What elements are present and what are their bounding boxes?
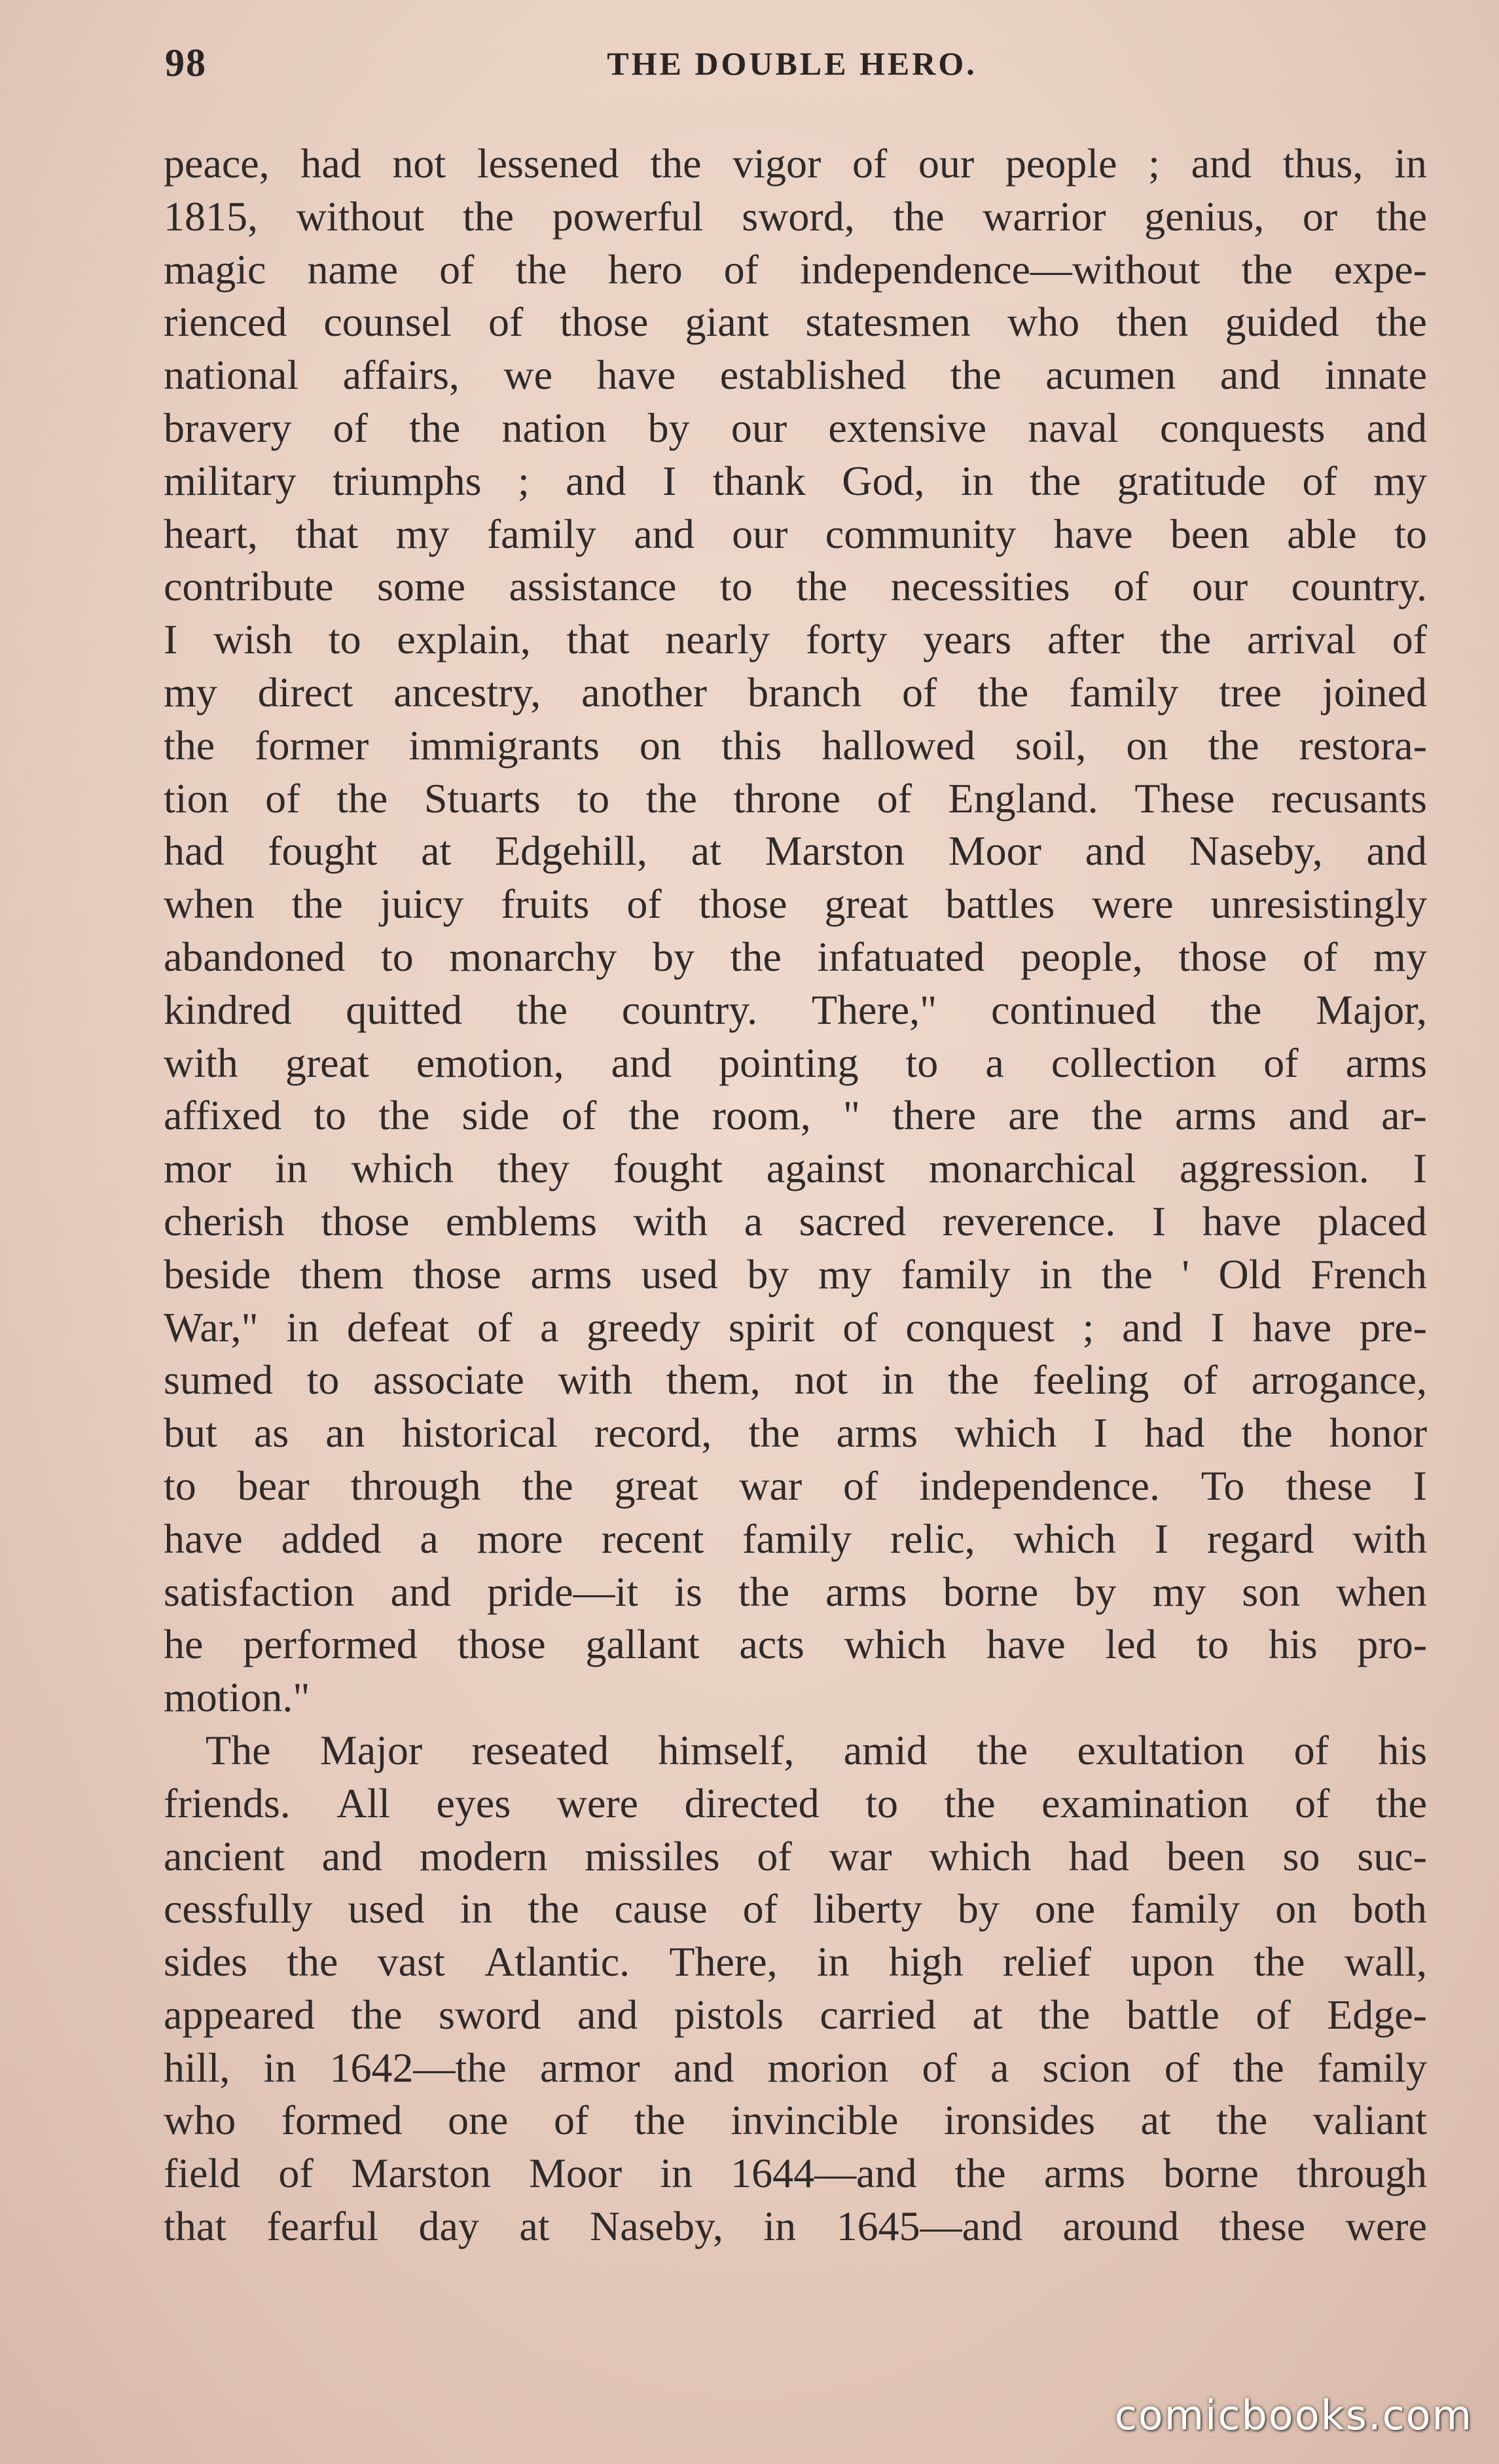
text-line: heart, that my family and our community have been able to: [164, 510, 1427, 557]
text-line: have added a more recent family relic, which I regard with: [164, 1515, 1427, 1562]
text-line: friends. All eyes were directed to the examination of the: [164, 1779, 1427, 1826]
text-line: had fought at Edgehill, at Marston Moor and Naseby, and: [164, 827, 1427, 875]
text-line: satisfaction and pride—it is the arms borne by my son when: [164, 1568, 1427, 1615]
text-line: when the juicy fruits of those great battles were unresistingly: [164, 880, 1427, 928]
text-line: but as an historical record, the arms which I had the honor: [164, 1409, 1427, 1457]
page-number: 98: [165, 41, 207, 84]
text-line: mor in which they fought against monarchical aggression. I: [164, 1145, 1427, 1192]
text-line: sumed to associate with them, not in the feeling of arrogance,: [164, 1356, 1427, 1404]
text-line: my direct ancestry, another branch of the family tree joined: [164, 668, 1427, 716]
text-line: he performed those gallant acts which have led to his pro-: [164, 1621, 1427, 1668]
text-line: cherish those emblems with a sacred reverence. I have placed: [164, 1197, 1427, 1244]
text-line: cessfully used in the cause of liberty by one family on both: [164, 1885, 1427, 1932]
text-line: rienced counsel of those giant statesmen who then guided the: [164, 299, 1427, 346]
text-line: with great emotion, and pointing to a collection of arms: [164, 1039, 1427, 1086]
text-line: magic name of the hero of independence—without the expe-: [164, 245, 1427, 293]
text-line: sides the vast Atlantic. There, in high relief upon the wall,: [164, 1938, 1427, 1985]
text-line: that fearful day at Naseby, in 1645—and around these were: [164, 2203, 1427, 2250]
text-line: bravery of the nation by our extensive naval conquests and: [164, 404, 1427, 451]
text-line: the former immigrants on this hallowed soil, on the restora-: [164, 721, 1427, 769]
text-line: motion.": [164, 1674, 310, 1721]
text-line: appeared the sword and pistols carried at the battle of Edge-: [164, 1991, 1427, 2038]
text-line: contribute some assistance to the necessities of our country.: [164, 563, 1427, 610]
text-line: The Major reseated himself, amid the exultation of his: [206, 1726, 1427, 1773]
text-line: beside them those arms used by my family in the ' Old French: [164, 1250, 1427, 1297]
text-line: ancient and modern missiles of war which had been so suc-: [164, 1832, 1427, 1879]
text-line: hill, in 1642—the armor and morion of a scion of the family: [164, 2044, 1427, 2091]
text-line: peace, had not lessened the vigor of our people ; and thus, in: [164, 140, 1427, 187]
running-head: [157, 41, 1427, 93]
text-line: military triumphs ; and I thank God, in the gratitude of my: [164, 457, 1427, 504]
text-line: who formed one of the invincible ironsides at the valiant: [164, 2097, 1427, 2144]
text-line: affixed to the side of the room, " there are the arms and ar-: [164, 1092, 1427, 1139]
text-line: I wish to explain, that nearly forty years after the arrival of: [164, 616, 1427, 663]
text-line: 1815, without the powerful sword, the warrior genius, or the: [164, 192, 1427, 240]
text-line: field of Marston Moor in 1644—and the arms borne through: [164, 2150, 1427, 2197]
running-title: THE DOUBLE HERO.: [607, 45, 977, 82]
text-line: War," in defeat of a greedy spirit of conquest ; and I have pre-: [164, 1303, 1427, 1350]
text-line: tion of the Stuarts to the throne of England. These recusants: [164, 774, 1427, 822]
text-line: national affairs, we have established the acumen and innate: [164, 352, 1427, 399]
text-line: to bear through the great war of independence. To these I: [164, 1462, 1427, 1509]
watermark: comicbooks.com: [1114, 2391, 1473, 2439]
text-line: kindred quitted the country. There," continued the Major,: [164, 986, 1427, 1033]
text-line: abandoned to monarchy by the infatuated people, those of my: [164, 933, 1427, 980]
body-text: [164, 137, 1427, 2253]
